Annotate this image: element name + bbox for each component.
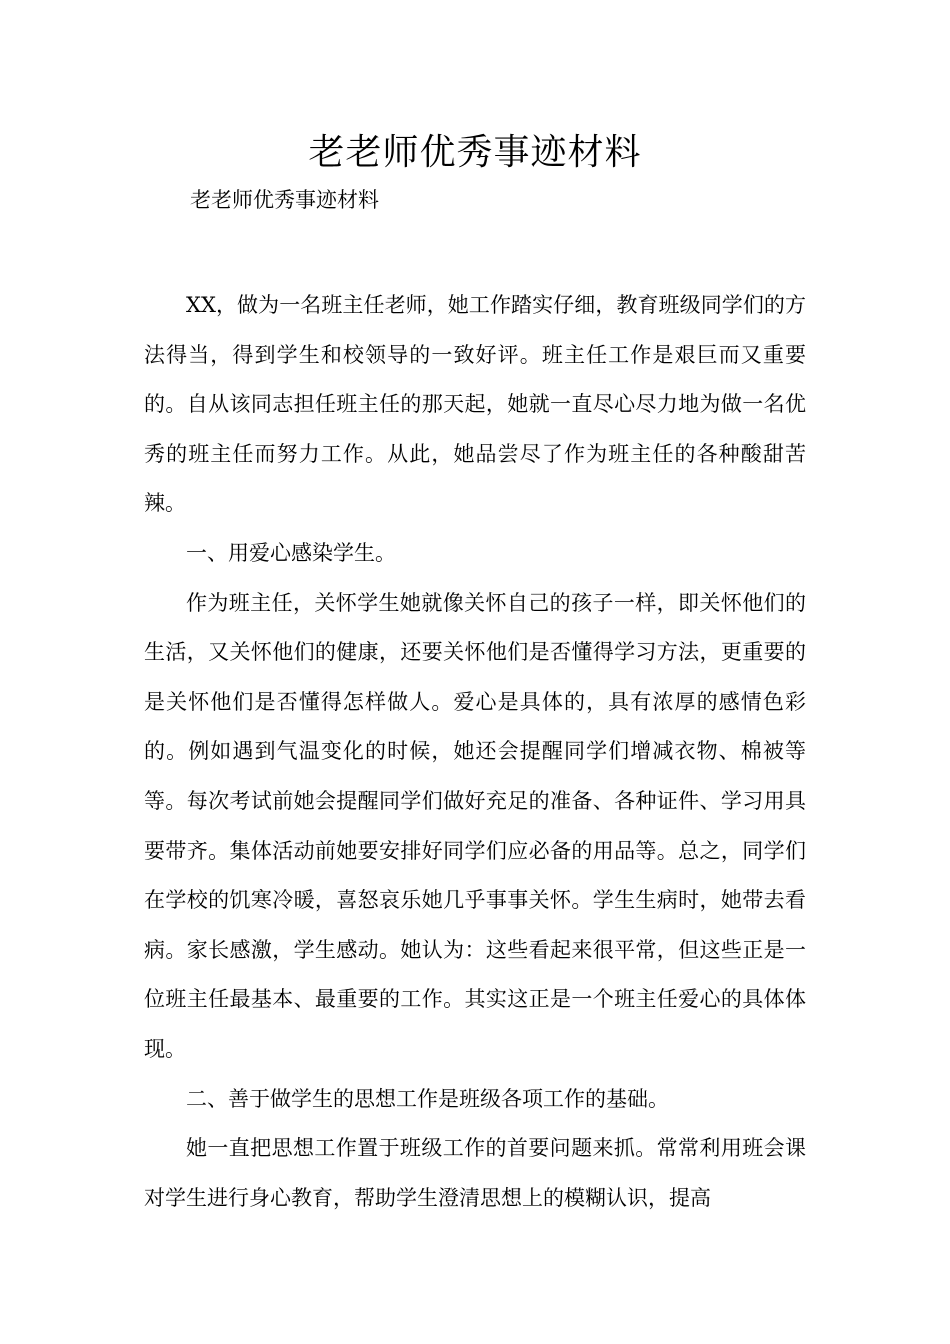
section-heading-2: 二、善于做学生的思想工作是班级各项工作的基础。: [186, 1086, 669, 1111]
paragraph-section-1: 作为班主任，关怀学生她就像关怀自己的孩子一样，即关怀他们的生活，又关怀他们的健康，还要关怀他们是否懂得学习方法，更重要的是关怀他们是否懂得怎样做人。爱心是具体的，具有浓厚的感情色彩的。例如遇到气温变化的时候，她还会提醒同学们增减衣物、棉被等等。每次考试前她会提醒同学们做好充足的准备、各种证件、学习用具要带齐。集体活动前她要安排好同学们应必备的用品等。总之，同学们在学校的饥寒冷暖，喜怒哀乐她几乎事事关怀。学生生病时，她带去看病。家长感激，学生感动。她认为：这些看起来很平常，但这些正是一位班主任最基本、最重要的工作。其实这正是一个班主任爱心的具体体现。: [144, 590, 806, 1061]
section-heading-1: 一、用爱心感染学生。: [186, 540, 396, 565]
document-body: [144, 281, 806, 1223]
document-subtitle: 老老师优秀事迹材料: [190, 188, 379, 212]
paragraph-intro: XX，做为一名班主任老师，她工作踏实仔细，教育班级同学们的方法得当，得到学生和校领导的一致好评。班主任工作是艰巨而又重要的。自从该同志担任班主任的那天起，她就一直尽心尽力地为做一名优秀的班主任而努力工作。从此，她品尝尽了作为班主任的各种酸甜苦辣。: [144, 293, 806, 516]
document-title: 老老师优秀事迹材料: [308, 132, 642, 173]
paragraph-section-2: 她一直把思想工作置于班级工作的首要问题来抓。常常利用班会课对学生进行身心教育，帮助学生澄清思想上的模糊认识，提高: [144, 1136, 806, 1210]
